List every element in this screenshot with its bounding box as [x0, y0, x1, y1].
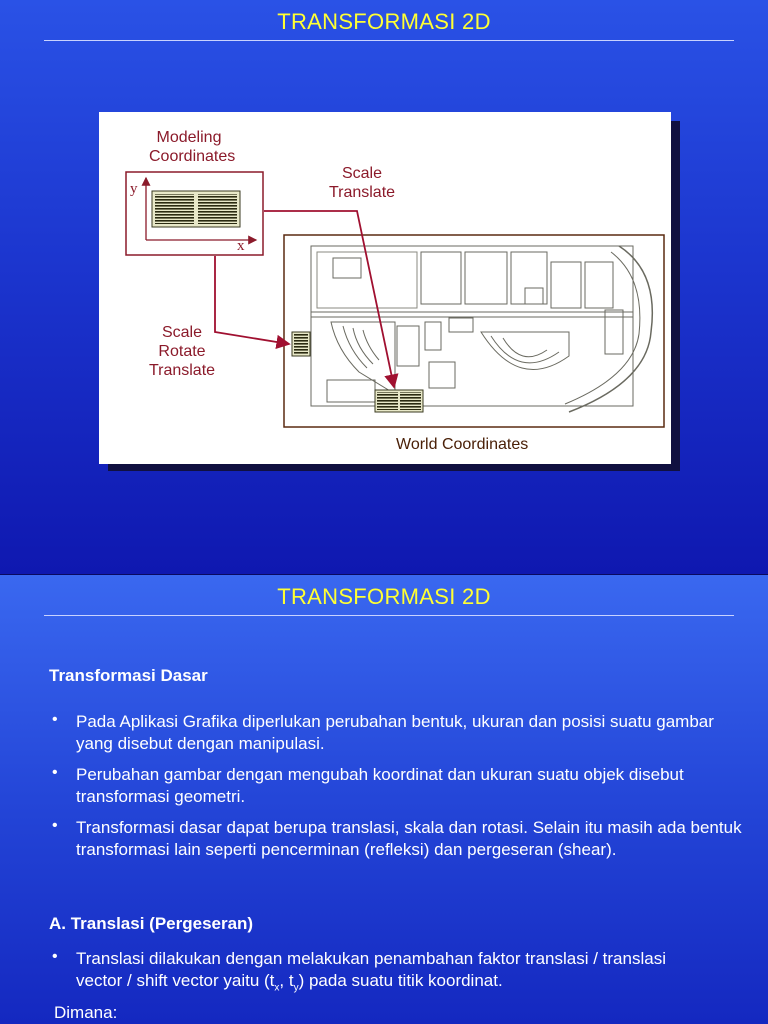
world-object-rotated: [292, 332, 310, 356]
scale-rotate-translate-label: [137, 323, 227, 380]
subscript-y: y: [293, 982, 299, 994]
modeling-coordinates-label: [149, 128, 236, 166]
modeling-object: [152, 191, 240, 227]
bullet-icon: •: [52, 817, 58, 834]
translasi-bullet-text: [76, 948, 692, 999]
floor-plan: [311, 246, 652, 412]
translasi-text-1: Translasi dilakukan dengan melakukan penambahan faktor translasi / translasi vector / shift vector yaitu (t: [76, 949, 666, 990]
section-heading: A. Translasi (Pergeseran): [49, 914, 254, 933]
bullet-icon: •: [52, 948, 58, 965]
coordinates-figure: [99, 112, 671, 464]
translasi-text-2: ) pada suatu titik koordinat.: [298, 971, 503, 990]
slide-2: [0, 575, 768, 1024]
bullet-text: Perubahan gambar dengan mengubah koordinat dan ukuran suatu objek disebut transformasi geometri.: [76, 765, 684, 806]
bullet-text: Pada Aplikasi Grafika diperlukan perubahan bentuk, ukuran dan posisi suatu gambar yang disebut dengan manipulasi.: [76, 712, 714, 753]
modeling-label-line1: Modeling: [156, 129, 222, 146]
scale-translate-line2: Translate: [328, 184, 396, 201]
bullet-text: Transformasi dasar dapat berupa translasi, skala dan rotasi. Selain itu masih ada bentuk transformasi lain seperti pencerminan (refleksi) dan pergeseran (shear).: [76, 818, 742, 859]
scale-translate-label: [317, 164, 407, 202]
scale-rotate-line1: Scale: [161, 324, 203, 341]
world-coordinates-label: World Coordinates: [396, 436, 529, 453]
subheading: Transformasi Dasar: [49, 666, 208, 685]
bullet-item: [52, 948, 692, 999]
world-object-scaled: [375, 390, 423, 412]
bullet-item: [52, 711, 732, 755]
title-rule: [44, 40, 734, 41]
bullet-item: [52, 817, 742, 861]
slide-title: TRANSFORMASI 2D: [277, 584, 491, 609]
slide-title: TRANSFORMASI 2D: [277, 9, 491, 34]
bullet-icon: •: [52, 711, 58, 728]
subscript-x: x: [274, 982, 280, 994]
y-axis-label: y: [130, 181, 138, 197]
scale-rotate-line3: Translate: [148, 362, 216, 379]
modeling-label-line2: Coordinates: [149, 148, 236, 165]
x-axis-label: x: [237, 238, 245, 254]
dimana-label: Dimana:: [54, 1003, 118, 1022]
bullet-item: [52, 764, 702, 808]
title-rule: [44, 615, 734, 616]
bullet-icon: •: [52, 764, 58, 781]
world-box: [284, 235, 664, 427]
scale-translate-line1: Scale: [341, 165, 383, 182]
translasi-sep: , t: [279, 971, 294, 990]
scale-rotate-line2: Rotate: [158, 343, 206, 360]
